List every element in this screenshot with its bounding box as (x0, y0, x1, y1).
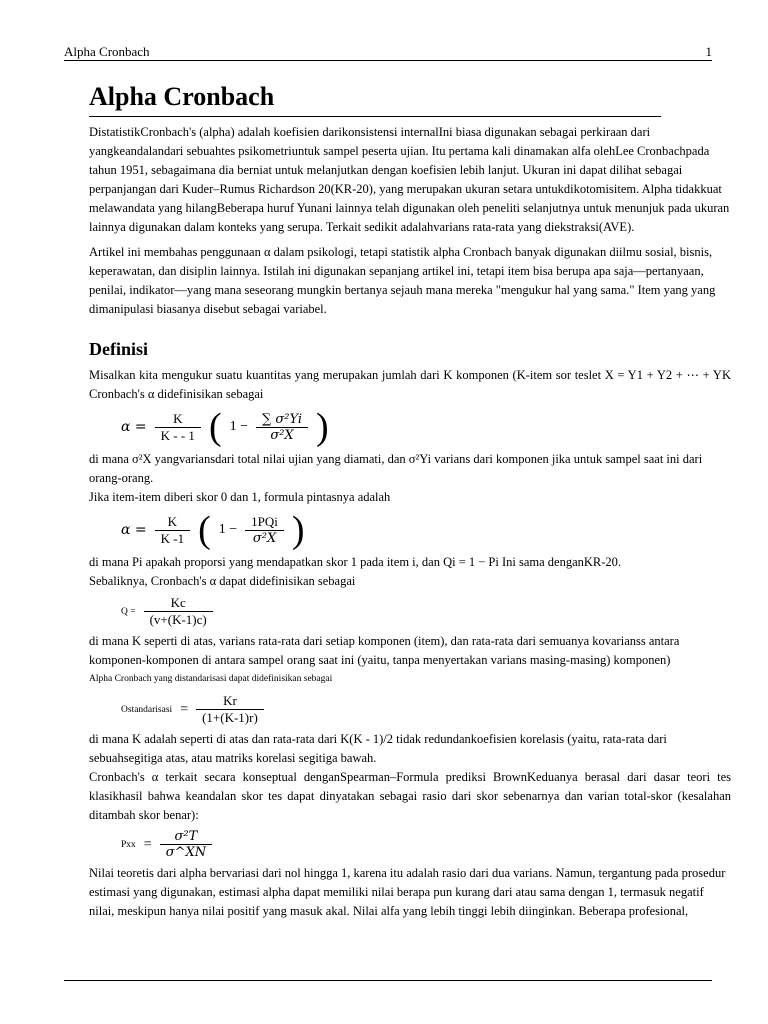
definition-paragraph-3: Jika item-item diberi skor 0 dan 1, formula pintasnya adalah (89, 490, 391, 504)
definition-paragraph-1: Misalkan kita mengukur suatu kuantitas yang merupakan jumlah dari K komponen (K-item sor teslet X = Y1 + Y2 + ⋯ + YK Cronbach's α didefinisikan sebagai (89, 368, 731, 401)
equation-fraction: $\frac{K}{K - - 1}$ (155, 411, 201, 444)
equation-alpha-binary: α = $\frac{K}{K -1}$ ( 1 − $\frac{\text{1PQi}}{\text{σ²X}}$ ) (121, 509, 305, 551)
page-header (64, 44, 712, 60)
definition-paragraph-9: Cronbach's α terkait secara konseptual denganSpearman–Formula prediksi BrownKeduanya berasal dari dasar teori tes klasikhasil bahwa keandalan skor tes dapat dinyatakan sebagai rasio dari skor sebenarnya dan varian total-skor (kesalahan ditambah skor benar): (89, 770, 731, 822)
header-title: Alpha Cronbach (64, 44, 150, 59)
definition-paragraph-2: di mana σ²X yangvariansdari total nilai ujian yang diamati, dan σ²Yi varians dari komponen jika untuk sampel saat ini dari orang-orang. (89, 452, 703, 485)
page-number: 1 (705, 44, 712, 59)
equation-alpha-covariance: Q = $\frac{Kc}{(v+(K-1)c)}$ (121, 595, 731, 628)
footer-divider (64, 980, 712, 981)
equation-fraction: $\frac{K}{K -1}$ (155, 514, 190, 547)
intro-paragraph-2: Artikel ini membahas penggunaan α dalam psikologi, tetapi statistik alpha Cronbach banyak digunakan diilmu sosial, bisnis, keperawatan, dan disiplin lainnya. Istilah ini digunakan sepanjang artikel ini, tetapi item bisa berupa apa saja—pertanyaan, penilai, indikator—yang mana seseorang mungkin bertanya sejauh mana mereka "mengukur hal yang sama." Item yang yang dimanipulasi biasanya disebut sebagai variabel. (89, 245, 716, 316)
equation-alpha: α = $\frac{K}{K - - 1}$ ( 1 − $\frac{\text{∑ σ²Yi}}{\text{σ²X}}$ ) (121, 406, 329, 448)
equation-reliability: Pxx = $\frac{\text{σ²T}}{\sigma\^{}XN}$ (121, 829, 731, 860)
header-divider (64, 60, 712, 61)
definition-paragraph-10: Nilai teoretis dari alpha bervariasi dari nol hingga 1, karena itu adalah rasio dari dua varians. Namun, tergantung pada prosedur estimasi yang digunakan, estimasi alpha dapat memiliki nilai berapa pun kurang dari atau sama dengan 1, termasuk negatif nilai, meskipun hanya nilai positif yang masuk akal. Nilai alfa yang lebih tinggi lebih diinginkan. Beberapa profesional, (89, 866, 726, 918)
equation-fraction: $\frac{\text{∑ σ²Yi}}{\text{σ²X}}$ (256, 412, 308, 443)
intro-paragraph-1: DistatistikCronbach's (alpha) adalah koefisien darikonsistensi internalIni biasa digunakan sebagai perkiraan dari yangkeandalandari sebuahtes psikometriuntuk sampel peserta ujian. Itu pertama kali dinamakan alfa olehLee Cronbachpada tahun 1951, sebagaimana dia berniat untuk melanjutkan dengan koefisien lebih lanjut. Ukuran ini dapat dilihat sebagai perpanjangan dari Kuder–Rumus Richardson 20(KR-20), yang merupakan ukuran setara untukdikotomisitem. Alpha tidakkuat melawandata yang hilangBeberapa huruf Yunani lainnya telah digunakan oleh peneliti selanjutnya untuk menunjuk pada ukuran lainnya digunakan dalam konteks yang serupa. Terkait sedikit adalahvarians rata-rata yang diekstraksi(AVE). (89, 125, 730, 234)
article-title: Alpha Cronbach (89, 82, 661, 117)
equation-fraction: $\frac{\text{σ²T}}{\sigma\^{}XN}$ (160, 829, 212, 860)
equation-alpha-standardized: Ostandarisasi = $\frac{Kr}{(1+(K-1)r)}$ (121, 693, 731, 726)
equation-fraction: $\frac{Kr}{(1+(K-1)r)}$ (196, 693, 264, 726)
article-body (89, 82, 731, 921)
definition-paragraph-4: di mana Pi apakah proporsi yang mendapatkan skor 1 pada item i, dan Qi = 1 − Pi Ini sama denganKR-20. (89, 555, 622, 569)
definition-paragraph-6: di mana K seperti di atas, varians rata-rata dari setiap komponen (item), dan rata-rata dari semuanya kovarianss antara komponen-komponen di antara sampel orang saat ini (yaitu, tanpa menyertakan varians masing-masing) komponen) (89, 634, 680, 667)
definition-paragraph-5: Sebaliknya, Cronbach's α dapat didefinisikan sebagai (89, 574, 356, 588)
definition-paragraph-8: di mana K adalah seperti di atas dan rata-rata dari K(K - 1)/2 tidak redundankoefisien korelasis (yaitu, rata-rata dari sebuahsegitiga atas, atau matriks korelasi segitiga bawah. (89, 732, 667, 765)
equation-fraction: $\frac{Kc}{(v+(K-1)c)}$ (144, 595, 213, 628)
equation-fraction: $\frac{\text{1PQi}}{\text{σ²X}}$ (245, 514, 284, 546)
definition-paragraph-7: Alpha Cronbach yang distandarisasi dapat didefinisikan sebagai (89, 674, 333, 684)
section-heading-definisi: Definisi (89, 339, 149, 359)
